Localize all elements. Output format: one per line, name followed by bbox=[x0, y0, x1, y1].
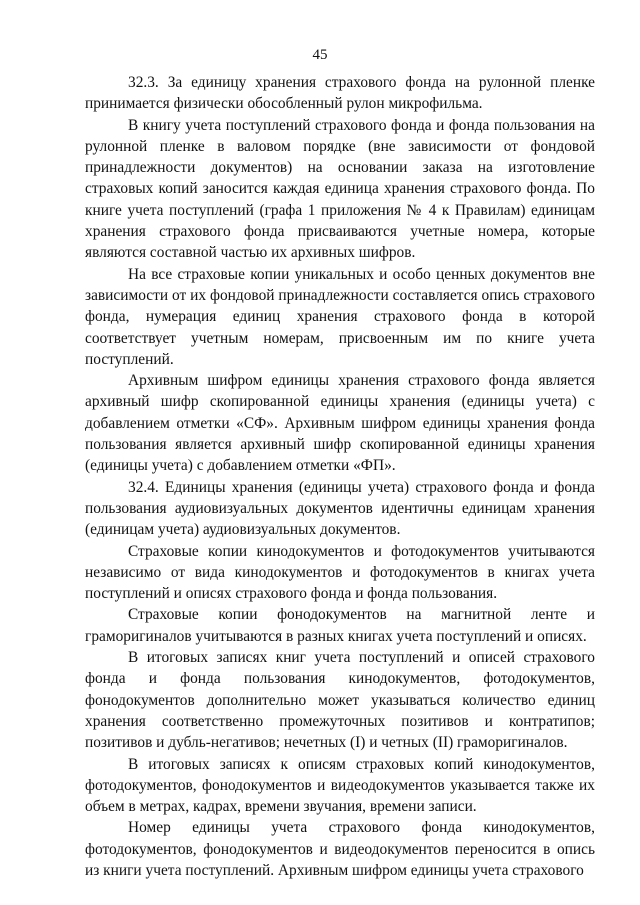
document-body bbox=[85, 72, 595, 881]
paragraph-32-4: 32.4. Единицы хранения (единицы учета) страхового фонда и фонда пользования аудиовизуальных документов идентичны единицам хранения (единицам учета) аудиовизуальных документов. bbox=[85, 478, 595, 539]
paragraph-unique-documents: На все страховые копии уникальных и особо ценных документов вне зависимости от их фондовой принадлежности составляется опись страхового фонда, нумерация единиц хранения страхового фонда в которой соответствует учетным номерам, присвоенным им по книге учета поступлений. bbox=[85, 265, 595, 368]
page-number: 45 bbox=[312, 47, 328, 63]
paragraph-film-photo-copies: Страховые копии кинодокументов и фотодокументов учитываются независимо от вида кинодокументов и фотодокументов в книгах учета поступлений и описях страхового фонда и фонда пользования. bbox=[85, 542, 595, 603]
paragraph-inventory-volume: В итоговых записях к описям страховых копий кинодокументов, фотодокументов, фонодокументов и видеодокументов указывается также их объем в метрах, кадрах, времени звучания, времени записи. bbox=[85, 755, 595, 816]
paragraph-magnetic-tape: Страховые копии фонодокументов на магнитной ленте и граморигиналов учитываются в разных книгах учета поступлений и описях. bbox=[85, 606, 595, 645]
paragraph-unit-number: Номер единицы учета страхового фонда кинодокументов, фотодокументов, фонодокументов и видеодокументов переносится в опись из книги учета поступлений. Архивным шифром единицы учета страхового bbox=[85, 819, 595, 879]
paragraph-accession-book: В книгу учета поступлений страхового фонда и фонда пользования на рулонной пленке в валовом порядке (вне зависимости от фондовой принадлежности документов) на основании заказа на изготовление страховых копий заносится каждая единица хранения страхового фонда. По книге учета поступлений (графа 1 приложения № 4 к Правилам) единицам хранения страхового фонда присваиваются учетные номера, которые являются составной частью их архивных шифров. bbox=[85, 116, 595, 262]
paragraph-32-3: 32.3. За единицу хранения страхового фонда на рулонной пленке принимается физически обособленный рулон микрофильма. bbox=[85, 74, 595, 113]
paragraph-summary-records: В итоговых записях книг учета поступлений и описей страхового фонда и фонда пользования кинодокументов, фотодокументов, фонодокументов дополнительно может указываться количество единиц хранения соответственно промежуточных позитивов и контратипов; позитивов и дубль-негативов; нечетных (I) и четных (II) граморигиналов. bbox=[85, 649, 595, 752]
paragraph-archival-code: Архивным шифром единицы хранения страхового фонда является архивный шифр скопированной единицы хранения (единицы учета) с добавлением отметки «СФ». Архивным шифром единицы хранения фонда пользования является архивный шифр скопированной единицы хранения (единицы учета) с добавлением отметки «ФП». bbox=[85, 372, 595, 475]
